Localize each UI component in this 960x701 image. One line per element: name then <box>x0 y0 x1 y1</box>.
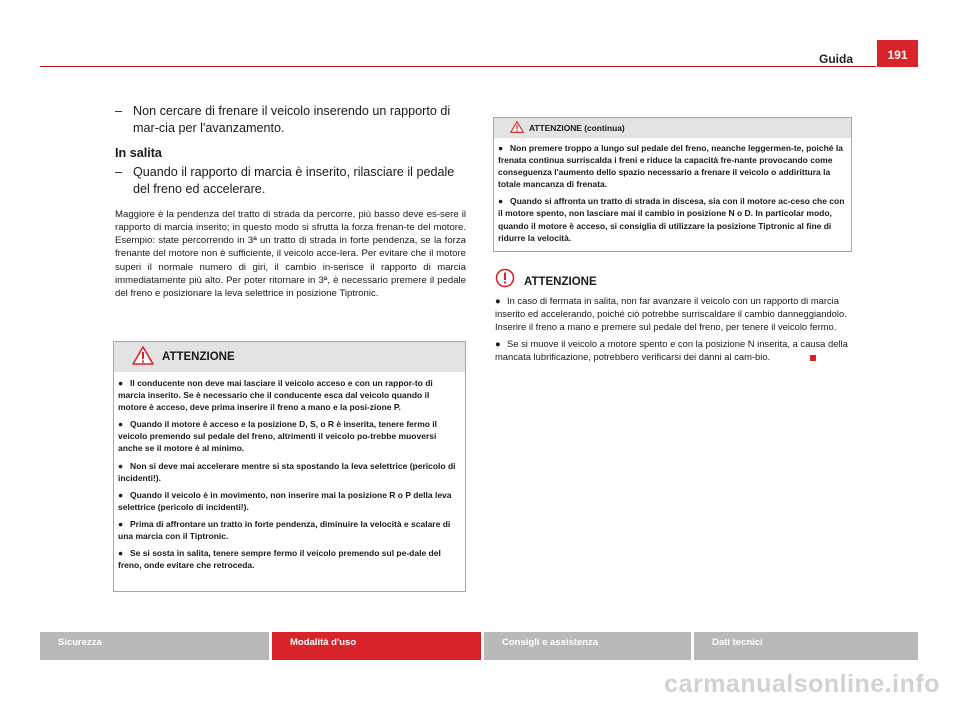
page-number: 191 <box>877 40 918 67</box>
caution-title: ATTENZIONE <box>524 275 597 288</box>
body-paragraph: Maggiore è la pendenza del tratto di strada da percorre, più basso deve es-sere il rapporto di marcia inserito; in questo modo si sfrutta la forza frenan-te del motore. Esempio: state percorrendo in 3ª un tratto di strada in forte pendenza, se la forza frenante del motore non è sufficiente, il veicolo acce-lera. Per evitare che il motore superi il normale numero di giri, il cambio in-serisce il rapporto di marcia immediatamente più alto. Per poter ritornare in 3ª, è necessario premere il pedale del freno e posizionare la leva selettrice in posizione Tiptronic. <box>115 208 466 300</box>
section-title: Guida <box>818 52 853 66</box>
warning-item: ● Quando si affronta un tratto di strada in discesa, sia con il motore ac-ceso che con il motore spento, non lasciare mai il cambio in posizione N o D. In particolar modo, quando il motore è acceso, si consiglia di utilizzare la posizione Tiptronic al fine di ridurre la velocità. <box>498 196 845 243</box>
caution-item: ● In caso di fermata in salita, non far avanzare il veicolo con un rapporto di marcia inserito ed accelerando, poiché ciò potrebbe surriscaldare il cambio danneggiandolo. Inserire il freno a mano e premere sul pedale del freno, per tenere il veicolo fermo. <box>495 295 847 332</box>
header-rule <box>40 66 876 67</box>
warning-item: ● Prima di affrontare un tratto in forte pendenza, diminuire la velocità e scalare di una marcia con il Tiptronic. <box>118 518 451 542</box>
warning-item: ● Il conducente non deve mai lasciare il veicolo acceso e con un rappor-to di marcia inserito. Se è necessario che il conducente esca dal veicolo quando il motore è acceso, deve prima inserire il freno a mano e la posi-zione P. <box>118 378 433 413</box>
footer-tab-dati-tecnici[interactable]: Dati tecnici <box>694 632 918 660</box>
caution-header <box>495 268 852 291</box>
caution-note <box>495 268 852 369</box>
warning-header <box>114 342 465 372</box>
warning-box <box>113 341 466 592</box>
warning-title: ATTENZIONE <box>162 351 235 363</box>
dash-item: – Quando il rapporto di marcia è inserito, rilasciare il pedale del freno ed accelerare. <box>115 164 466 198</box>
caution-icon <box>495 268 515 291</box>
warning-title: ATTENZIONE (continua) <box>529 123 625 133</box>
warning-item: ● Non premere troppo a lungo sul pedale del freno, neanche leggermen-te, poiché la frenata continua surriscalda i freni e riduce la capacità fre-nante provocando come conseguenza l'aumento dello spazio necessario a frenare il veicolo o addirittura la totale mancanza di frenata. <box>498 143 843 190</box>
subheading: In salita <box>115 146 162 160</box>
caution-item: ● Se si muove il veicolo a motore spento e con la posizione N inserita, a causa della mancata lubrificazione, potrebbero verificarsi dei danni al cam-bio. <box>495 338 848 363</box>
warning-item: ● Quando il motore è acceso e la posizione D, S, o R è inserita, tenere fermo il veicolo premendo sul pedale del freno, altrimenti il veicolo po-trebbe muoversi anche se il motore è al minimo. <box>118 419 438 454</box>
warning-box-continued <box>493 117 852 252</box>
warning-item: ● Non si deve mai accelerare mentre si sta spostando la leva selettrice (pericolo di incidenti!). <box>118 460 456 483</box>
left-column <box>115 103 466 301</box>
footer-tab-consigli-assistenza[interactable]: Consigli e assistenza <box>484 632 691 660</box>
site-watermark: carmanualsonline.info <box>664 670 940 698</box>
footer-tab-sicurezza[interactable]: Sicurezza <box>40 632 269 660</box>
warning-icon <box>132 346 154 368</box>
warning-icon <box>510 121 524 135</box>
end-of-section-marker <box>810 355 816 361</box>
dash-item: – Non cercare di frenare il veicolo inserendo un rapporto di mar-cia per l'avanzamento. <box>115 103 466 137</box>
warning-item: ● Se si sosta in salita, tenere sempre fermo il veicolo premendo sul pe-dale del freno, onde evitare che retroceda. <box>118 548 441 571</box>
warning-item: ● Quando il veicolo è in movimento, non inserire mai la posizione R o P della leva selettrice (pericolo di incidenti!). <box>118 489 452 512</box>
footer-tab-modalita-duso[interactable]: Modalità d'uso <box>272 632 481 660</box>
warning-header <box>494 118 851 138</box>
